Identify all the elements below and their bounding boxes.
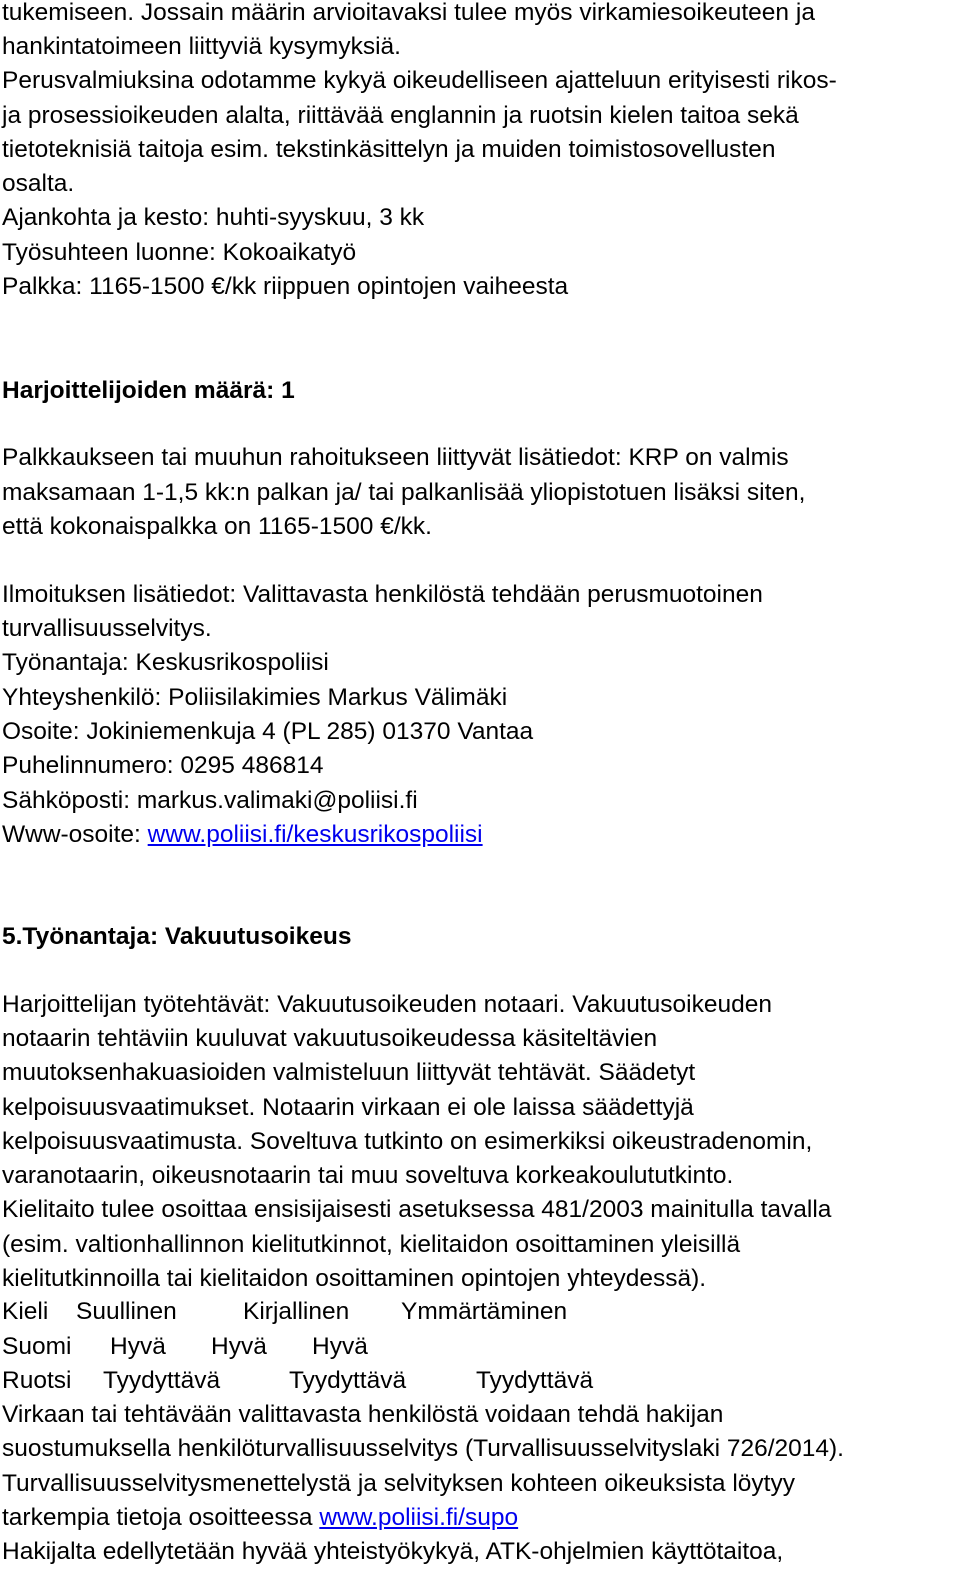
table-header-cell: Kieli: [2, 1298, 49, 1325]
table-header-cell: Ymmärtäminen: [401, 1298, 568, 1325]
text-line: tietoteknisiä taitoja esim. tekstinkäsittelyn ja muiden toimistosovellusten: [2, 136, 776, 163]
table-header-cell: Suullinen: [76, 1298, 177, 1325]
employment-type-line: Työsuhteen luonne: Kokoaikatyö: [2, 239, 357, 266]
text-line: kelpoisuusvaatimusta. Soveltuva tutkinto on esimerkiksi oikeustradenomin,: [2, 1128, 813, 1155]
text-line: Kielitaito tulee osoittaa ensisijaisesti asetuksessa 481/2003 mainitulla tavalla: [2, 1196, 832, 1223]
text-line: maksamaan 1-1,5 kk:n palkan ja/ tai palkanlisää yliopistotuen lisäksi siten,: [2, 479, 806, 506]
text-line: Harjoittelijan työtehtävät: Vakuutusoikeuden notaari. Vakuutusoikeuden: [2, 991, 772, 1018]
text-line: varanotaarin, oikeusnotaarin tai muu soveltuva korkeakoulututkinto.: [2, 1162, 734, 1189]
website-line: [2, 820, 483, 850]
table-cell: Tyydyttävä: [103, 1367, 221, 1394]
text-line: Turvallisuusselvitysmenettelystä ja selvityksen kohteen oikeuksista löytyy: [2, 1470, 795, 1497]
text-line: kelpoisuusvaatimukset. Notaarin virkaan ei ole laissa säädettyjä: [2, 1094, 694, 1121]
text-line: että kokonaispalkka on 1165-1500 €/kk.: [2, 513, 432, 540]
salary-line: Palkka: 1165-1500 €/kk riippuen opintojen vaiheesta: [2, 273, 569, 300]
employer-line: Työnantaja: Keskusrikospoliisi: [2, 649, 329, 676]
table-cell: Hyvä: [211, 1333, 267, 1360]
phone-line: Puhelinnumero: 0295 486814: [2, 752, 324, 779]
text-line: Palkkaukseen tai muuhun rahoitukseen liittyvät lisätiedot: KRP on valmis: [2, 444, 789, 471]
contact-line: Yhteyshenkilö: Poliisilakimies Markus Välimäki: [2, 684, 508, 711]
text-line: Virkaan tai tehtävään valittavasta henkilöstä voidaan tehdä hakijan: [2, 1401, 724, 1428]
text-line: turvallisuusselvitys.: [2, 615, 212, 642]
text-line: notaarin tehtäviin kuuluvat vakuutusoikeudessa käsiteltävien: [2, 1025, 658, 1052]
website-label: Www-osoite:: [2, 821, 148, 848]
address-line: Osoite: Jokiniemenkuja 4 (PL 285) 01370 Vantaa: [2, 718, 534, 745]
text-line: Hakijalta edellytetään hyvää yhteistyökykyä, ATK-ohjelmien käyttötaitoa,: [2, 1538, 784, 1565]
website-link[interactable]: www.poliisi.fi/keskusrikospoliisi: [147, 821, 483, 848]
section-heading: 5.Työnantaja: Vakuutusoikeus: [2, 923, 352, 950]
table-cell: Hyvä: [312, 1333, 368, 1360]
table-cell: Tyydyttävä: [289, 1367, 407, 1394]
trainee-count-heading: Harjoittelijoiden määrä: 1: [2, 377, 295, 404]
table-header-cell: Kirjallinen: [243, 1298, 350, 1325]
text-line: muutoksenhakuasioiden valmisteluun liittyvät tehtävät. Säädetyt: [2, 1059, 696, 1086]
text-line: suostumuksella henkilöturvallisuusselvitys (Turvallisuusselvityslaki 726/2014).: [2, 1435, 844, 1462]
text-line: osalta.: [2, 170, 75, 197]
table-cell: Suomi: [2, 1333, 72, 1360]
text-line: (esim. valtionhallinnon kielitutkinnot, kielitaidon osoittaminen yleisillä: [2, 1231, 741, 1258]
email-line: Sähköposti: markus.valimaki@poliisi.fi: [2, 787, 418, 814]
table-cell: Hyvä: [110, 1333, 166, 1360]
text-line: Perusvalmiuksina odotamme kykyä oikeudelliseen ajatteluun erityisesti rikos-: [2, 67, 837, 94]
table-cell: Tyydyttävä: [476, 1367, 594, 1394]
link-prefix: tarkempia tietoja osoitteessa: [2, 1504, 320, 1531]
text-line: tukemiseen. Jossain määrin arvioitavaksi tulee myös virkamiesoikeuteen ja: [2, 0, 815, 26]
text-line: Ilmoituksen lisätiedot: Valittavasta henkilöstä tehdään perusmuotoinen: [2, 581, 763, 608]
text-line: ja prosessioikeuden alalta, riittävää englannin ja ruotsin kielen taitoa sekä: [2, 102, 799, 129]
period-line: Ajankohta ja kesto: huhti-syyskuu, 3 kk: [2, 204, 425, 231]
text-line: hankintatoimeen liittyviä kysymyksiä.: [2, 33, 401, 60]
supo-link[interactable]: www.poliisi.fi/supo: [319, 1504, 519, 1531]
table-cell: Ruotsi: [2, 1367, 72, 1394]
text-line: [2, 1503, 518, 1533]
text-line: kielitutkinnoilla tai kielitaidon osoittaminen opintojen yhteydessä).: [2, 1265, 707, 1292]
